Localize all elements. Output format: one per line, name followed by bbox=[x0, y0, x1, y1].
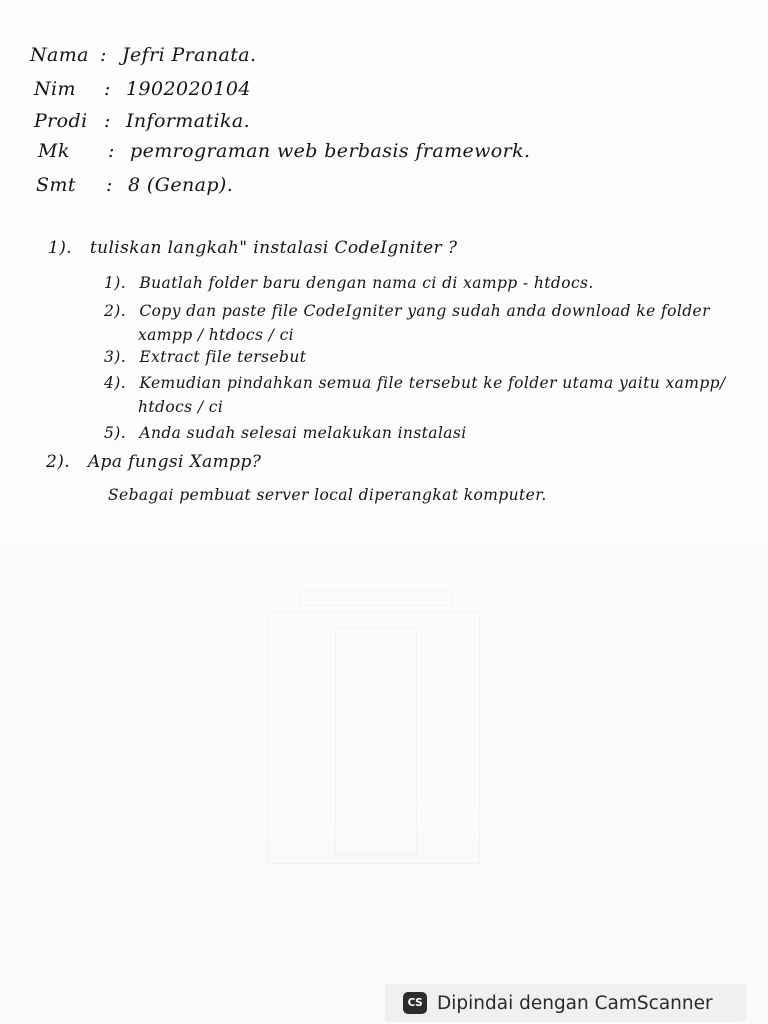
step-number: 2). bbox=[104, 302, 127, 320]
step-number: 1). bbox=[104, 274, 127, 292]
step-2-continuation: xampp / htdocs / ci bbox=[138, 326, 295, 344]
step-4 bbox=[104, 374, 726, 392]
smt-line bbox=[36, 174, 233, 196]
question-1 bbox=[48, 238, 457, 258]
bleed-through-mark bbox=[300, 590, 452, 606]
step-number: 5). bbox=[104, 424, 127, 442]
mk-line bbox=[38, 140, 531, 162]
colon: : bbox=[106, 174, 113, 196]
question-text: Apa fungsi Xampp? bbox=[87, 452, 262, 472]
mk-label: Mk bbox=[38, 140, 70, 162]
step-text: Buatlah folder baru dengan nama ci di xampp - htdocs. bbox=[139, 274, 594, 292]
nim-line bbox=[34, 78, 251, 100]
prodi-value: Informatika. bbox=[126, 110, 251, 132]
nama-value: Jefri Pranata. bbox=[122, 44, 257, 66]
nama-label: Nama bbox=[30, 44, 89, 66]
prodi-line bbox=[34, 110, 250, 132]
step-2 bbox=[104, 302, 710, 320]
nim-label: Nim bbox=[34, 78, 76, 100]
question-text: tuliskan langkah" instalasi CodeIgniter ? bbox=[89, 238, 458, 258]
camscanner-label: Dipindai dengan CamScanner bbox=[437, 992, 713, 1014]
step-1 bbox=[104, 274, 594, 292]
nim-value: 1902020104 bbox=[126, 78, 251, 100]
step-5 bbox=[104, 424, 467, 442]
step-text: Copy dan paste file CodeIgniter yang sudah anda download ke folder bbox=[139, 302, 710, 320]
colon: : bbox=[104, 110, 111, 132]
camscanner-logo-icon: CS bbox=[403, 992, 427, 1014]
step-number: 4). bbox=[104, 374, 127, 392]
nama-line bbox=[30, 44, 256, 66]
step-number: 3). bbox=[104, 348, 127, 366]
answer-2: Sebagai pembuat server local diperangkat komputer. bbox=[108, 486, 547, 504]
colon: : bbox=[100, 44, 107, 66]
smt-label: Smt bbox=[36, 174, 76, 196]
smt-value: 8 (Genap). bbox=[128, 174, 234, 196]
mk-value: pemrograman web berbasis framework. bbox=[130, 140, 531, 162]
question-number: 2). bbox=[46, 452, 71, 472]
camscanner-badge bbox=[385, 984, 746, 1022]
step-text: Extract file tersebut bbox=[139, 348, 307, 366]
step-4-continuation: htdocs / ci bbox=[138, 398, 224, 416]
colon: : bbox=[104, 78, 111, 100]
question-number: 1). bbox=[48, 238, 73, 258]
colon: : bbox=[108, 140, 115, 162]
step-text: Kemudian pindahkan semua file tersebut ke folder utama yaitu xampp/ bbox=[139, 374, 726, 392]
prodi-label: Prodi bbox=[34, 110, 88, 132]
question-2 bbox=[46, 452, 261, 472]
bleed-through-mark bbox=[335, 628, 417, 855]
step-3 bbox=[104, 348, 306, 366]
step-text: Anda sudah selesai melakukan instalasi bbox=[139, 424, 467, 442]
